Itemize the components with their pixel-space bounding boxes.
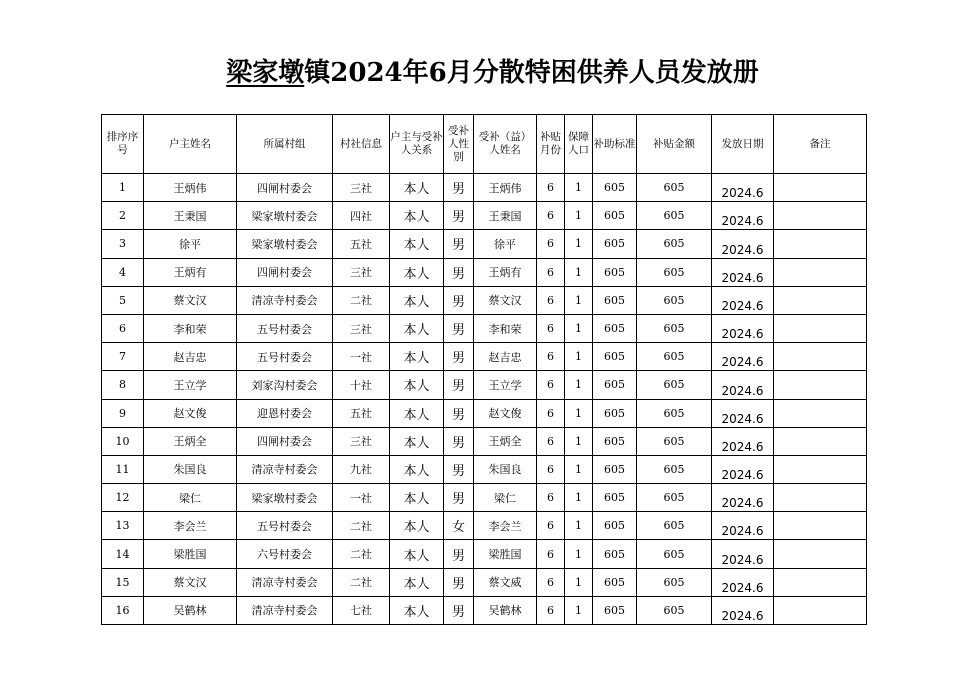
cell-seq: 7 <box>102 343 144 371</box>
cell-standard: 605 <box>593 174 637 202</box>
cell-recipient-name: 梁仁 <box>474 484 537 512</box>
cell-month: 6 <box>537 286 565 314</box>
cell-relation: 本人 <box>390 343 444 371</box>
cell-head-name: 徐平 <box>144 230 237 258</box>
cell-amount: 605 <box>637 455 712 483</box>
cell-population: 1 <box>565 596 593 624</box>
header-cell-recipient-name: 受补（益）人姓名 <box>474 115 537 174</box>
cell-standard: 605 <box>593 399 637 427</box>
cell-head-name: 蔡文汉 <box>144 568 237 596</box>
table-row <box>102 540 867 568</box>
cell-head-name: 李和荣 <box>144 314 237 342</box>
table-row <box>102 343 867 371</box>
cell-community: 七社 <box>333 596 390 624</box>
cell-community: 十社 <box>333 371 390 399</box>
cell-gender: 男 <box>444 568 474 596</box>
cell-amount: 605 <box>637 427 712 455</box>
cell-village: 五号村委会 <box>237 512 333 540</box>
table-row <box>102 596 867 624</box>
cell-date: 2024.6 <box>712 174 774 202</box>
cell-remarks <box>774 371 867 399</box>
cell-standard: 605 <box>593 258 637 286</box>
cell-population: 1 <box>565 286 593 314</box>
cell-remarks <box>774 286 867 314</box>
cell-month: 6 <box>537 258 565 286</box>
cell-population: 1 <box>565 174 593 202</box>
cell-amount: 605 <box>637 512 712 540</box>
cell-head-name: 梁仁 <box>144 484 237 512</box>
cell-remarks <box>774 484 867 512</box>
cell-date: 2024.6 <box>712 540 774 568</box>
cell-amount: 605 <box>637 314 712 342</box>
cell-remarks <box>774 230 867 258</box>
cell-month: 6 <box>537 427 565 455</box>
cell-recipient-name: 徐平 <box>474 230 537 258</box>
document-title <box>0 52 963 89</box>
cell-recipient-name: 王炳全 <box>474 427 537 455</box>
cell-recipient-name: 蔡文汉 <box>474 286 537 314</box>
table-row <box>102 258 867 286</box>
cell-date: 2024.6 <box>712 455 774 483</box>
cell-village: 梁家墩村委会 <box>237 230 333 258</box>
cell-date: 2024.6 <box>712 202 774 230</box>
cell-seq: 16 <box>102 596 144 624</box>
table-row <box>102 230 867 258</box>
cell-month: 6 <box>537 568 565 596</box>
cell-village: 清凉寺村委会 <box>237 286 333 314</box>
cell-recipient-name: 赵吉忠 <box>474 343 537 371</box>
cell-head-name: 朱国良 <box>144 455 237 483</box>
cell-population: 1 <box>565 202 593 230</box>
cell-head-name: 王秉国 <box>144 202 237 230</box>
cell-recipient-name: 赵文俊 <box>474 399 537 427</box>
cell-month: 6 <box>537 343 565 371</box>
table-row <box>102 314 867 342</box>
cell-standard: 605 <box>593 202 637 230</box>
header-cell-head-name: 户主姓名 <box>144 115 237 174</box>
cell-community: 五社 <box>333 399 390 427</box>
cell-standard: 605 <box>593 371 637 399</box>
cell-seq: 6 <box>102 314 144 342</box>
cell-relation: 本人 <box>390 399 444 427</box>
cell-population: 1 <box>565 427 593 455</box>
header-cell-amount: 补贴金额 <box>637 115 712 174</box>
cell-standard: 605 <box>593 286 637 314</box>
cell-month: 6 <box>537 314 565 342</box>
cell-village: 五号村委会 <box>237 343 333 371</box>
title-town-name: 梁家墩 <box>226 58 305 88</box>
cell-recipient-name: 王秉国 <box>474 202 537 230</box>
table-row <box>102 568 867 596</box>
cell-head-name: 蔡文汉 <box>144 286 237 314</box>
cell-village: 六号村委会 <box>237 540 333 568</box>
table-row <box>102 455 867 483</box>
title-text: 镇2024年6月分散特困供养人员发放册 <box>304 58 759 88</box>
cell-standard: 605 <box>593 540 637 568</box>
cell-community: 三社 <box>333 427 390 455</box>
distribution-roster-table <box>101 114 867 625</box>
cell-head-name: 李会兰 <box>144 512 237 540</box>
table-row <box>102 202 867 230</box>
cell-community: 三社 <box>333 174 390 202</box>
cell-date: 2024.6 <box>712 371 774 399</box>
cell-seq: 3 <box>102 230 144 258</box>
cell-date: 2024.6 <box>712 484 774 512</box>
cell-seq: 1 <box>102 174 144 202</box>
cell-community: 二社 <box>333 512 390 540</box>
cell-month: 6 <box>537 596 565 624</box>
cell-month: 6 <box>537 202 565 230</box>
cell-gender: 男 <box>444 174 474 202</box>
cell-gender: 男 <box>444 596 474 624</box>
cell-gender: 男 <box>444 286 474 314</box>
header-cell-community: 村社信息 <box>333 115 390 174</box>
cell-amount: 605 <box>637 596 712 624</box>
cell-month: 6 <box>537 174 565 202</box>
cell-village: 五号村委会 <box>237 314 333 342</box>
cell-date: 2024.6 <box>712 568 774 596</box>
cell-recipient-name: 王炳有 <box>474 258 537 286</box>
cell-gender: 男 <box>444 427 474 455</box>
cell-remarks <box>774 202 867 230</box>
cell-head-name: 赵文俊 <box>144 399 237 427</box>
cell-month: 6 <box>537 484 565 512</box>
cell-population: 1 <box>565 371 593 399</box>
cell-month: 6 <box>537 371 565 399</box>
cell-population: 1 <box>565 399 593 427</box>
cell-population: 1 <box>565 343 593 371</box>
cell-recipient-name: 蔡文威 <box>474 568 537 596</box>
header-cell-month: 补贴月份 <box>537 115 565 174</box>
cell-standard: 605 <box>593 455 637 483</box>
table-row <box>102 399 867 427</box>
cell-standard: 605 <box>593 568 637 596</box>
cell-seq: 4 <box>102 258 144 286</box>
cell-seq: 10 <box>102 427 144 455</box>
cell-standard: 605 <box>593 596 637 624</box>
roster-body <box>102 174 867 625</box>
cell-relation: 本人 <box>390 568 444 596</box>
cell-population: 1 <box>565 568 593 596</box>
cell-date: 2024.6 <box>712 399 774 427</box>
cell-relation: 本人 <box>390 202 444 230</box>
cell-gender: 男 <box>444 484 474 512</box>
cell-date: 2024.6 <box>712 343 774 371</box>
cell-head-name: 赵吉忠 <box>144 343 237 371</box>
cell-village: 清凉寺村委会 <box>237 455 333 483</box>
cell-village: 梁家墩村委会 <box>237 202 333 230</box>
cell-month: 6 <box>537 399 565 427</box>
cell-standard: 605 <box>593 314 637 342</box>
cell-village: 清凉寺村委会 <box>237 568 333 596</box>
cell-recipient-name: 梁胜国 <box>474 540 537 568</box>
cell-gender: 男 <box>444 371 474 399</box>
cell-amount: 605 <box>637 568 712 596</box>
cell-date: 2024.6 <box>712 286 774 314</box>
cell-recipient-name: 王炳伟 <box>474 174 537 202</box>
cell-seq: 14 <box>102 540 144 568</box>
cell-seq: 2 <box>102 202 144 230</box>
table-row <box>102 174 867 202</box>
cell-date: 2024.6 <box>712 314 774 342</box>
cell-standard: 605 <box>593 512 637 540</box>
header-cell-standard: 补助标准 <box>593 115 637 174</box>
cell-remarks <box>774 427 867 455</box>
cell-remarks <box>774 314 867 342</box>
cell-gender: 男 <box>444 399 474 427</box>
cell-standard: 605 <box>593 427 637 455</box>
cell-amount: 605 <box>637 540 712 568</box>
cell-standard: 605 <box>593 343 637 371</box>
cell-gender: 男 <box>444 540 474 568</box>
cell-standard: 605 <box>593 484 637 512</box>
cell-gender: 男 <box>444 455 474 483</box>
table-row <box>102 371 867 399</box>
cell-community: 三社 <box>333 258 390 286</box>
table-row <box>102 512 867 540</box>
cell-population: 1 <box>565 230 593 258</box>
cell-amount: 605 <box>637 343 712 371</box>
cell-seq: 13 <box>102 512 144 540</box>
header-cell-seq: 排序序号 <box>102 115 144 174</box>
cell-population: 1 <box>565 314 593 342</box>
cell-month: 6 <box>537 512 565 540</box>
header-cell-remarks: 备注 <box>774 115 867 174</box>
cell-relation: 本人 <box>390 455 444 483</box>
cell-standard: 605 <box>593 230 637 258</box>
table-row <box>102 484 867 512</box>
cell-community: 二社 <box>333 568 390 596</box>
cell-remarks <box>774 399 867 427</box>
table-row <box>102 286 867 314</box>
cell-remarks <box>774 343 867 371</box>
cell-seq: 15 <box>102 568 144 596</box>
cell-amount: 605 <box>637 399 712 427</box>
cell-gender: 女 <box>444 512 474 540</box>
header-row <box>102 115 867 174</box>
cell-gender: 男 <box>444 343 474 371</box>
cell-village: 迎恩村委会 <box>237 399 333 427</box>
cell-village: 四闸村委会 <box>237 427 333 455</box>
cell-head-name: 王炳有 <box>144 258 237 286</box>
cell-date: 2024.6 <box>712 427 774 455</box>
cell-community: 一社 <box>333 343 390 371</box>
cell-relation: 本人 <box>390 258 444 286</box>
cell-recipient-name: 李会兰 <box>474 512 537 540</box>
cell-gender: 男 <box>444 258 474 286</box>
cell-relation: 本人 <box>390 540 444 568</box>
cell-seq: 11 <box>102 455 144 483</box>
cell-remarks <box>774 512 867 540</box>
cell-population: 1 <box>565 258 593 286</box>
cell-remarks <box>774 540 867 568</box>
cell-amount: 605 <box>637 174 712 202</box>
cell-amount: 605 <box>637 202 712 230</box>
cell-village: 刘家沟村委会 <box>237 371 333 399</box>
cell-recipient-name: 吴鹤林 <box>474 596 537 624</box>
cell-date: 2024.6 <box>712 512 774 540</box>
cell-date: 2024.6 <box>712 596 774 624</box>
cell-gender: 男 <box>444 202 474 230</box>
cell-recipient-name: 李和荣 <box>474 314 537 342</box>
header-cell-date: 发放日期 <box>712 115 774 174</box>
header-cell-village: 所属村组 <box>237 115 333 174</box>
cell-relation: 本人 <box>390 484 444 512</box>
cell-month: 6 <box>537 455 565 483</box>
header-cell-relation: 户主与受补人关系 <box>390 115 444 174</box>
cell-head-name: 王炳伟 <box>144 174 237 202</box>
cell-relation: 本人 <box>390 427 444 455</box>
cell-seq: 8 <box>102 371 144 399</box>
cell-head-name: 吴鹤林 <box>144 596 237 624</box>
cell-community: 四社 <box>333 202 390 230</box>
cell-remarks <box>774 258 867 286</box>
cell-village: 四闸村委会 <box>237 174 333 202</box>
cell-village: 四闸村委会 <box>237 258 333 286</box>
cell-remarks <box>774 455 867 483</box>
cell-relation: 本人 <box>390 314 444 342</box>
cell-population: 1 <box>565 540 593 568</box>
cell-amount: 605 <box>637 484 712 512</box>
cell-community: 一社 <box>333 484 390 512</box>
cell-head-name: 王立学 <box>144 371 237 399</box>
cell-population: 1 <box>565 455 593 483</box>
cell-community: 五社 <box>333 230 390 258</box>
cell-relation: 本人 <box>390 174 444 202</box>
cell-seq: 12 <box>102 484 144 512</box>
cell-relation: 本人 <box>390 286 444 314</box>
cell-remarks <box>774 596 867 624</box>
cell-amount: 605 <box>637 286 712 314</box>
cell-community: 三社 <box>333 314 390 342</box>
header-cell-population: 保障人口 <box>565 115 593 174</box>
header-cell-gender: 受补人性别 <box>444 115 474 174</box>
cell-amount: 605 <box>637 371 712 399</box>
cell-community: 九社 <box>333 455 390 483</box>
cell-head-name: 梁胜国 <box>144 540 237 568</box>
table-row <box>102 427 867 455</box>
cell-month: 6 <box>537 540 565 568</box>
cell-gender: 男 <box>444 314 474 342</box>
cell-head-name: 王炳全 <box>144 427 237 455</box>
cell-community: 二社 <box>333 286 390 314</box>
cell-relation: 本人 <box>390 371 444 399</box>
cell-seq: 9 <box>102 399 144 427</box>
cell-village: 清凉寺村委会 <box>237 596 333 624</box>
cell-seq: 5 <box>102 286 144 314</box>
cell-relation: 本人 <box>390 596 444 624</box>
cell-village: 梁家墩村委会 <box>237 484 333 512</box>
cell-relation: 本人 <box>390 512 444 540</box>
cell-amount: 605 <box>637 230 712 258</box>
cell-month: 6 <box>537 230 565 258</box>
cell-gender: 男 <box>444 230 474 258</box>
cell-relation: 本人 <box>390 230 444 258</box>
cell-population: 1 <box>565 512 593 540</box>
cell-remarks <box>774 568 867 596</box>
cell-remarks <box>774 174 867 202</box>
cell-community: 二社 <box>333 540 390 568</box>
cell-recipient-name: 朱国良 <box>474 455 537 483</box>
cell-population: 1 <box>565 484 593 512</box>
cell-date: 2024.6 <box>712 258 774 286</box>
cell-recipient-name: 王立学 <box>474 371 537 399</box>
cell-amount: 605 <box>637 258 712 286</box>
cell-date: 2024.6 <box>712 230 774 258</box>
